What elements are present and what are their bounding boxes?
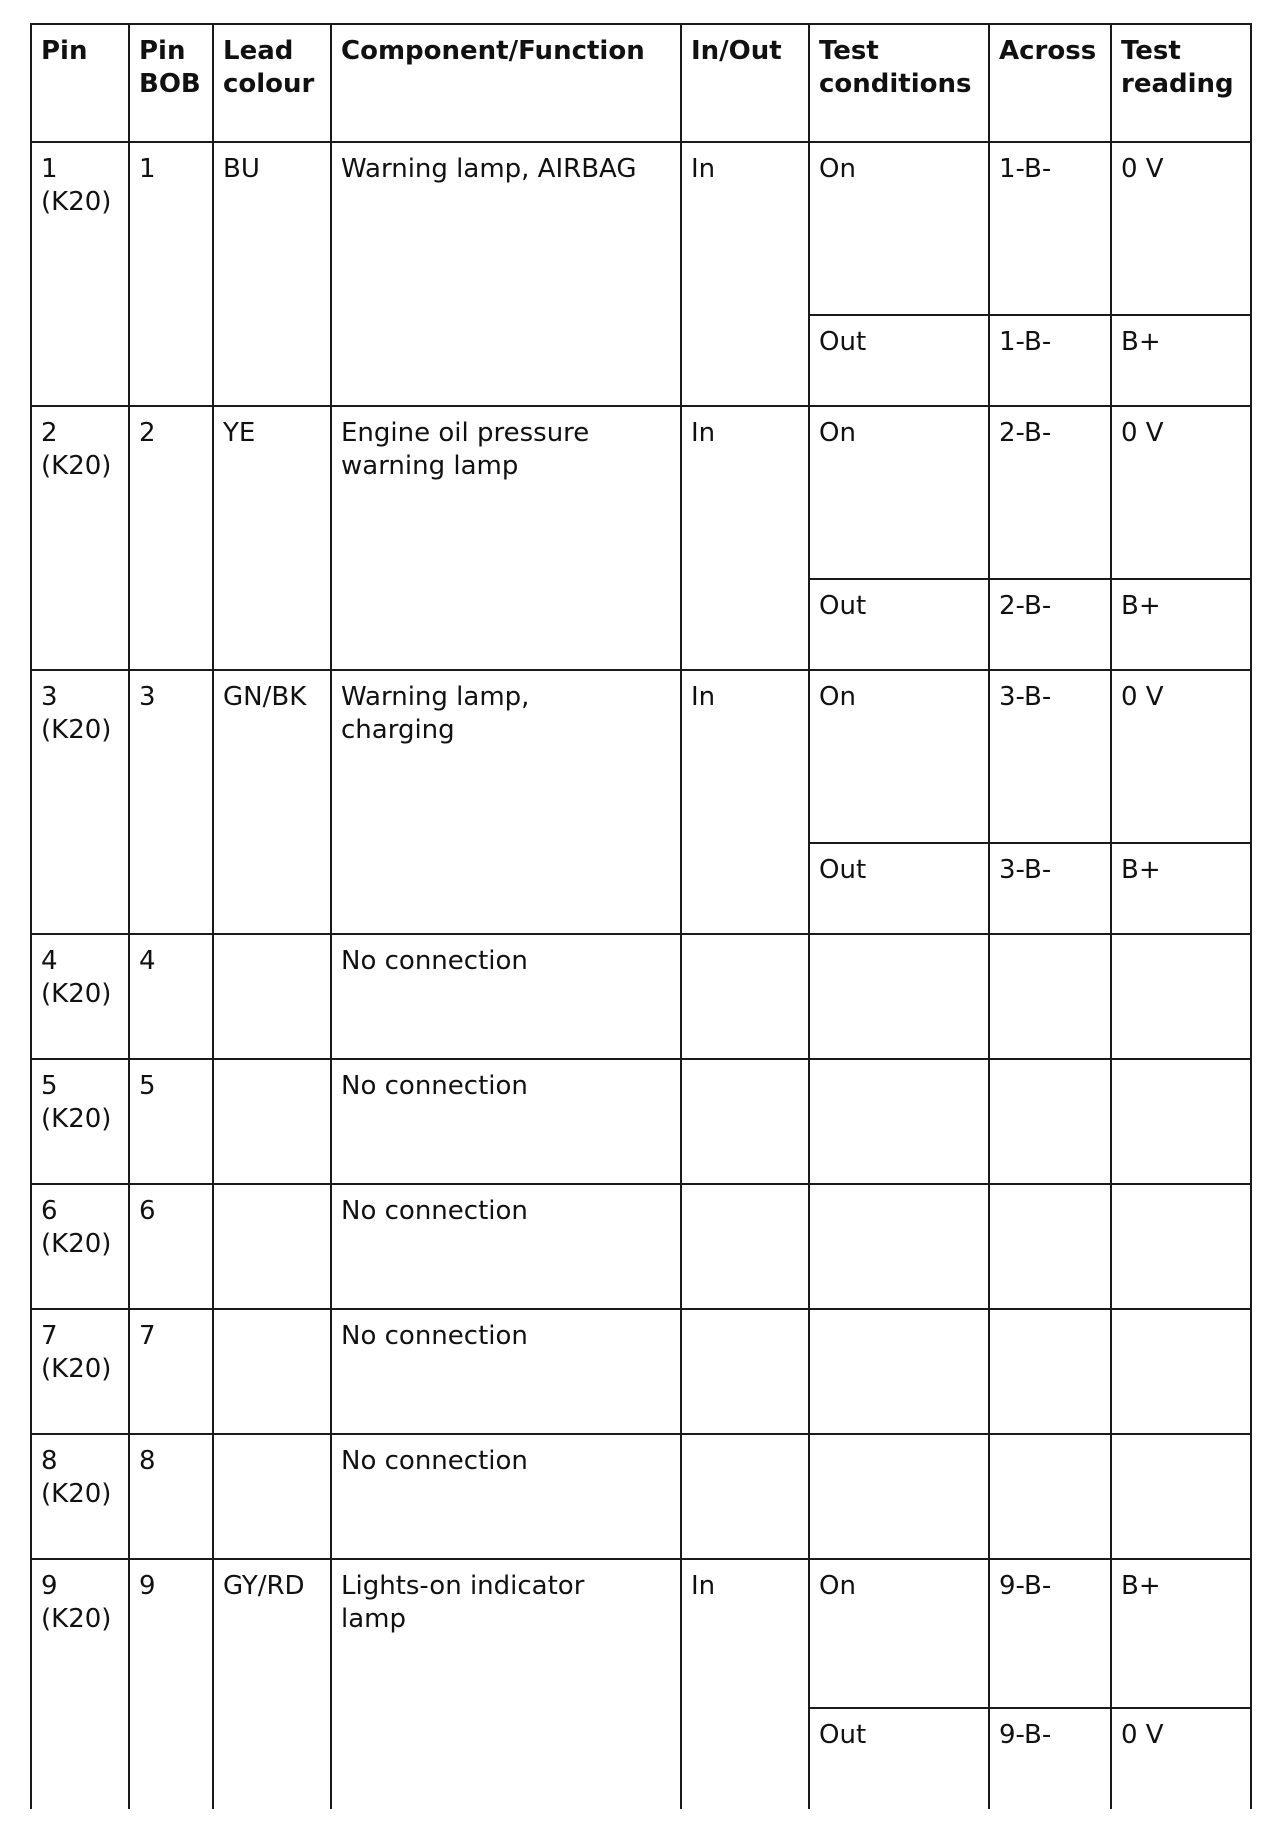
test-condition-cell: On [809, 406, 989, 579]
pin-cell: 1 (K20) [31, 142, 129, 406]
test-reading-cell: B+ [1111, 315, 1251, 406]
component-cell: No connection [331, 934, 681, 1059]
component-cell: Lights-on indicator lamp [331, 1559, 681, 1809]
in-out-cell: In [681, 406, 809, 670]
in-out-cell [681, 1309, 809, 1434]
header-test-reading: Test reading [1111, 24, 1251, 142]
across-cell [989, 934, 1111, 1059]
across-cell [989, 1309, 1111, 1434]
test-condition-cell [809, 934, 989, 1059]
test-condition-cell: Out [809, 843, 989, 934]
pin-bob-cell: 8 [129, 1434, 213, 1559]
table-row [31, 670, 1251, 843]
in-out-cell [681, 1434, 809, 1559]
across-cell: 9-B- [989, 1559, 1111, 1708]
component-cell: Warning lamp, AIRBAG [331, 142, 681, 406]
pin-cell: 8 (K20) [31, 1434, 129, 1559]
lead-colour-cell [213, 934, 331, 1059]
pin-bob-cell: 4 [129, 934, 213, 1059]
lead-colour-cell: BU [213, 142, 331, 406]
test-reading-cell [1111, 1309, 1251, 1434]
pin-bob-cell: 2 [129, 406, 213, 670]
test-reading-cell [1111, 1184, 1251, 1309]
pin-bob-cell: 1 [129, 142, 213, 406]
header-test-conditions: Test conditions [809, 24, 989, 142]
pin-cell: 5 (K20) [31, 1059, 129, 1184]
test-reading-cell [1111, 934, 1251, 1059]
table-row [31, 1309, 1251, 1434]
pin-bob-cell: 9 [129, 1559, 213, 1809]
across-cell [989, 1184, 1111, 1309]
pin-cell: 3 (K20) [31, 670, 129, 934]
table-row [31, 406, 1251, 579]
pin-bob-cell: 6 [129, 1184, 213, 1309]
header-lead-colour: Lead colour [213, 24, 331, 142]
across-cell: 9-B- [989, 1708, 1111, 1809]
header-pin: Pin [31, 24, 129, 142]
lead-colour-cell [213, 1059, 331, 1184]
in-out-cell [681, 1059, 809, 1184]
component-cell: No connection [331, 1434, 681, 1559]
component-cell: No connection [331, 1059, 681, 1184]
across-cell: 2-B- [989, 579, 1111, 670]
pin-cell: 2 (K20) [31, 406, 129, 670]
lead-colour-cell: YE [213, 406, 331, 670]
across-cell: 1-B- [989, 315, 1111, 406]
test-condition-cell [809, 1184, 989, 1309]
component-cell: Engine oil pressure warning lamp [331, 406, 681, 670]
pin-cell: 4 (K20) [31, 934, 129, 1059]
test-condition-cell: On [809, 670, 989, 843]
across-cell [989, 1434, 1111, 1559]
test-condition-cell: Out [809, 1708, 989, 1809]
across-cell: 2-B- [989, 406, 1111, 579]
test-condition-cell: Out [809, 315, 989, 406]
table-row [31, 1184, 1251, 1309]
across-cell: 1-B- [989, 142, 1111, 315]
pin-cell: 6 (K20) [31, 1184, 129, 1309]
test-condition-cell [809, 1059, 989, 1184]
lead-colour-cell [213, 1184, 331, 1309]
across-cell: 3-B- [989, 843, 1111, 934]
pin-bob-cell: 7 [129, 1309, 213, 1434]
component-cell: No connection [331, 1184, 681, 1309]
lead-colour-cell [213, 1434, 331, 1559]
lead-colour-cell: GY/RD [213, 1559, 331, 1809]
pinout-table-page [30, 23, 1250, 1809]
lead-colour-cell: GN/BK [213, 670, 331, 934]
test-reading-cell: B+ [1111, 1559, 1251, 1708]
in-out-cell: In [681, 1559, 809, 1809]
test-reading-cell: 0 V [1111, 670, 1251, 843]
header-row [31, 24, 1251, 142]
pin-bob-cell: 3 [129, 670, 213, 934]
table-row [31, 934, 1251, 1059]
test-reading-cell: 0 V [1111, 1708, 1251, 1809]
test-reading-cell: B+ [1111, 579, 1251, 670]
table-row [31, 1059, 1251, 1184]
component-cell: No connection [331, 1309, 681, 1434]
test-condition-cell: Out [809, 579, 989, 670]
pinout-table [30, 23, 1252, 1809]
table-row [31, 142, 1251, 315]
header-pin-bob: Pin BOB [129, 24, 213, 142]
across-cell: 3-B- [989, 670, 1111, 843]
in-out-cell: In [681, 670, 809, 934]
component-cell: Warning lamp, charging [331, 670, 681, 934]
table-row [31, 1559, 1251, 1708]
header-in-out: In/Out [681, 24, 809, 142]
test-reading-cell [1111, 1434, 1251, 1559]
test-reading-cell: B+ [1111, 843, 1251, 934]
in-out-cell: In [681, 142, 809, 406]
test-condition-cell [809, 1309, 989, 1434]
test-reading-cell [1111, 1059, 1251, 1184]
header-across: Across [989, 24, 1111, 142]
test-reading-cell: 0 V [1111, 142, 1251, 315]
pin-cell: 7 (K20) [31, 1309, 129, 1434]
pin-bob-cell: 5 [129, 1059, 213, 1184]
in-out-cell [681, 934, 809, 1059]
in-out-cell [681, 1184, 809, 1309]
lead-colour-cell [213, 1309, 331, 1434]
test-condition-cell: On [809, 1559, 989, 1708]
test-reading-cell: 0 V [1111, 406, 1251, 579]
table-row [31, 1434, 1251, 1559]
across-cell [989, 1059, 1111, 1184]
test-condition-cell: On [809, 142, 989, 315]
test-condition-cell [809, 1434, 989, 1559]
pin-cell: 9 (K20) [31, 1559, 129, 1809]
header-component-function: Component/Function [331, 24, 681, 142]
